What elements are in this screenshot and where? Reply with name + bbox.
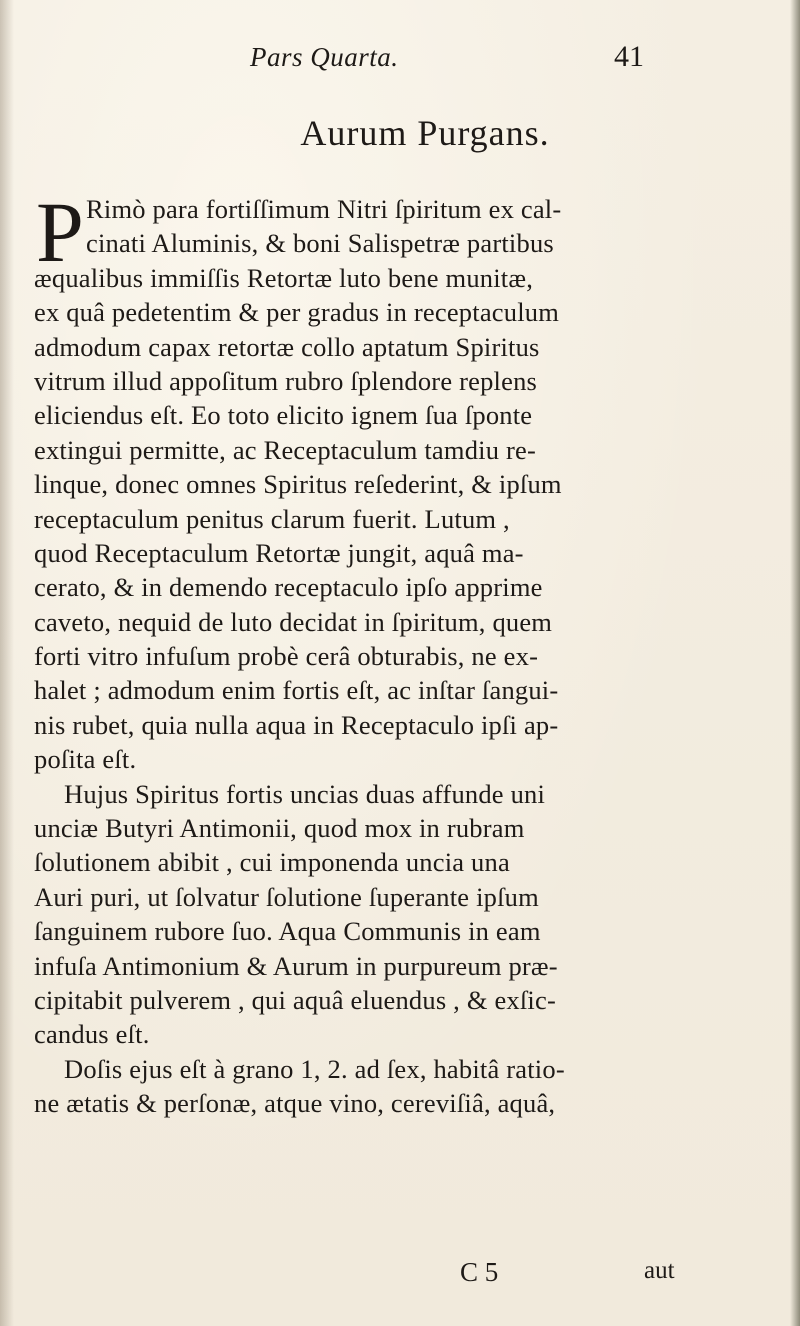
text-line: ex quâ pedetentim & per gradus in receptaculum [34, 297, 560, 328]
text-line: vitrum illud appoſitum rubro ſplendore replens [34, 365, 538, 396]
text-line: eliciendus eſt. Eo toto elicito ignem ſua ſponte [34, 400, 533, 431]
section-heading: Aurum Purgans. [300, 113, 550, 153]
text-line: cinati Aluminis, & boni Salispetræ partibus [86, 228, 554, 259]
text-line: cipitabit pulverem , qui aquâ eluendus , & exſic- [34, 984, 556, 1015]
text-line: ſolutionem abibit , cui imponenda uncia una [34, 847, 510, 878]
text-line: æqualibus immiſſis Retortæ luto bene munitæ, [34, 262, 534, 293]
text-line: quod Receptaculum Retortæ jungit, aquâ ma- [34, 537, 524, 568]
body-text [34, 184, 710, 1121]
running-head [0, 38, 800, 78]
text-line: nis rubet, quia nulla aqua in Receptaculo ipſi ap- [34, 709, 559, 740]
text-line: forti vitro infuſum probè cerâ obturabis, ne ex- [34, 641, 539, 672]
page-edge [790, 0, 800, 1326]
text-line: halet ; admodum enim fortis eſt, ac inſtar ſangui- [34, 675, 559, 706]
text-line: unciæ Butyri Antimonii, quod mox in rubram [34, 813, 525, 844]
text-line: admodum capax retortæ collo aptatum Spiritus [34, 331, 540, 362]
page-number: 41 [614, 40, 644, 73]
text-line: linque, donec omnes Spiritus reſederint, & ipſum [34, 469, 562, 500]
signature-mark: C 5 [460, 1257, 499, 1287]
text-line: poſita eſt. [34, 744, 137, 775]
text-line: extingui permitte, ac Receptaculum tamdiu re- [34, 434, 537, 465]
text-line: cerato, & in demendo receptaculo ipſo apprime [34, 572, 543, 603]
text-line: Auri puri, ut ſolvatur ſolutione ſuperante ipſum [34, 881, 539, 912]
running-title: Pars Quarta. [250, 42, 399, 72]
text-line: ſanguinem rubore ſuo. Aqua Communis in eam [34, 916, 541, 947]
catchword: aut [644, 1257, 675, 1284]
text-line: caveto, nequid de luto decidat in ſpiritum, quem [34, 606, 553, 637]
gutter-shadow [0, 0, 14, 1326]
text-line: Hujus Spiritus fortis uncias duas affunde uni [64, 778, 546, 809]
text-line: candus eſt. [34, 1019, 150, 1050]
drop-cap: P [36, 184, 84, 280]
text-line: receptaculum penitus clarum fuerit. Lutum , [34, 503, 510, 534]
text-line: infuſa Antimonium & Aurum in purpureum præ- [34, 950, 558, 981]
text-line: ne ætatis & perſonæ, atque vino, cereviſiâ, aquâ, [34, 1088, 556, 1119]
text-line: Rimò para fortiſſimum Nitri ſpiritum ex cal- [86, 194, 562, 224]
text-line: Doſis ejus eſt à grano 1, 2. ad ſex, habitâ ratio- [64, 1053, 565, 1084]
